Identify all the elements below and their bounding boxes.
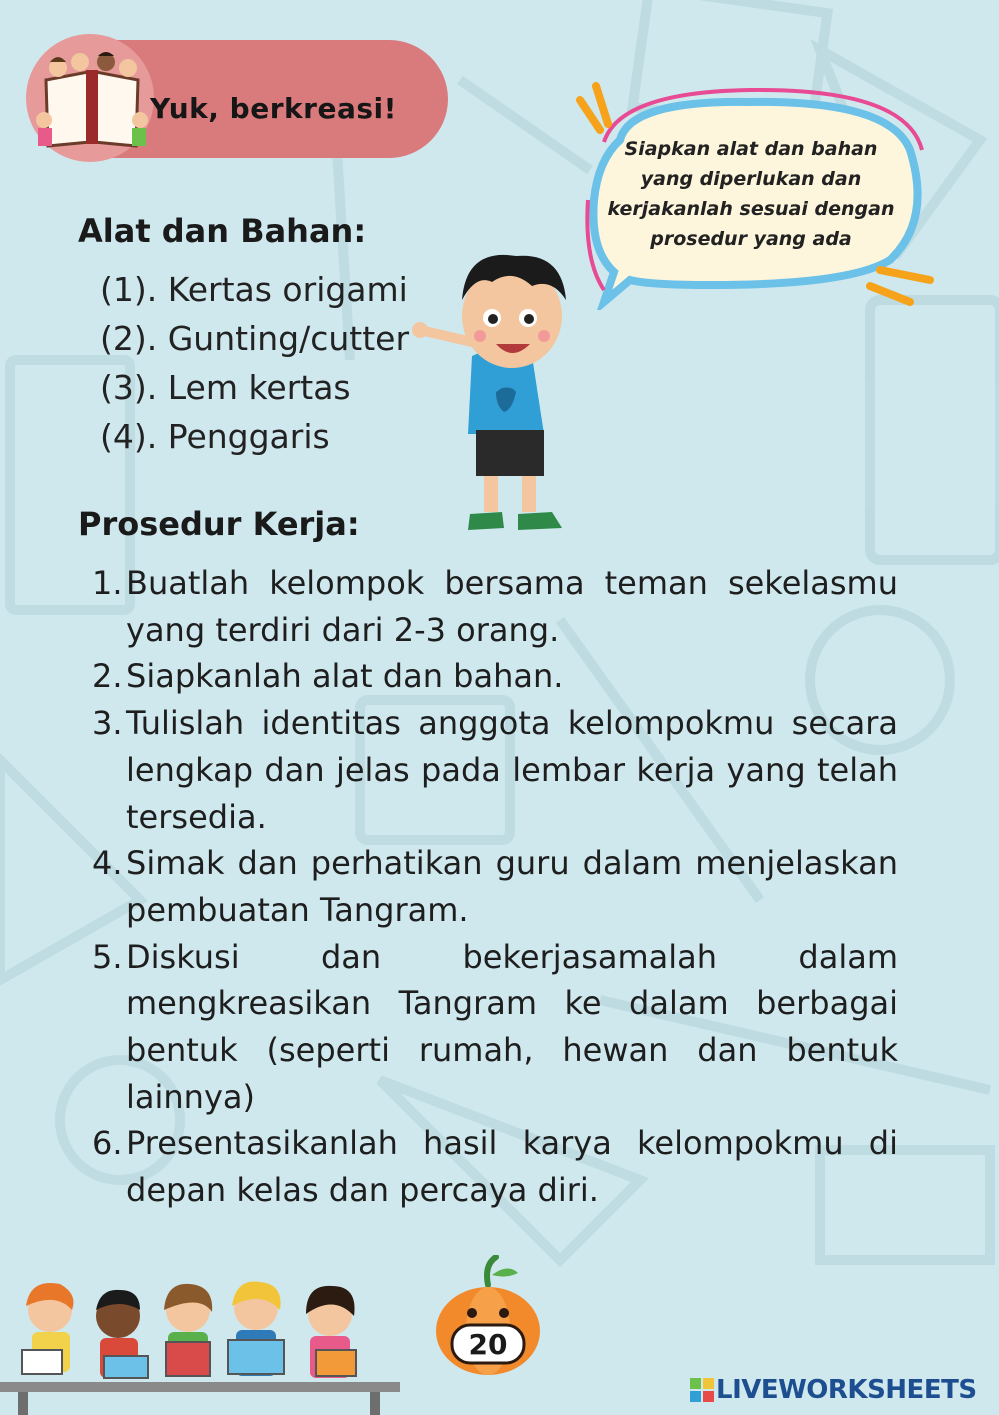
page-number: 20 xyxy=(468,1328,508,1361)
step-text: Simak dan perhatikan guru dalam menjelaskan pembuatan Tangram. xyxy=(126,844,898,929)
kids-reading-book-icon xyxy=(36,50,148,150)
step-number: 6. xyxy=(92,1124,123,1163)
step-text: Siapkanlah alat dan bahan. xyxy=(126,657,564,696)
list-item xyxy=(92,560,898,653)
tools-list xyxy=(100,265,409,461)
tools-item: (3). Lem kertas xyxy=(100,368,351,407)
list-item xyxy=(92,934,898,1121)
list-item xyxy=(92,840,898,933)
tools-heading: Alat dan Bahan: xyxy=(78,212,367,250)
procedure-steps-list xyxy=(92,560,898,1214)
brand-name: LIVEWORKSHEETS xyxy=(716,1375,977,1405)
list-item xyxy=(92,700,898,840)
tools-item: (1). Kertas origami xyxy=(100,270,408,309)
step-number: 2. xyxy=(92,657,123,696)
step-text: Diskusi dan bekerjasamalah dalam mengkreasikan Tangram ke dalam berbagai bentuk (seperti rumah, hewan dan bentuk lainnya) xyxy=(126,937,898,1116)
speech-bubble-text: Siapkan alat dan bahan yang diperlukan dan kerjakanlah sesuai dengan prosedur yang ada xyxy=(607,138,895,250)
step-number: 3. xyxy=(92,704,123,743)
tools-item: (4). Penggaris xyxy=(100,417,330,456)
step-text: Buatlah kelompok bersama teman sekelasmu yang terdiri dari 2-3 orang. xyxy=(126,564,898,649)
list-item xyxy=(92,653,898,700)
liveworksheets-logo xyxy=(690,1375,977,1405)
step-number: 4. xyxy=(92,844,123,883)
step-text: Tulislah identitas anggota kelompokmu secara lengkap dan jelas pada lembar kerja yang telah tersedia. xyxy=(126,704,898,836)
procedure-heading: Prosedur Kerja: xyxy=(78,505,360,543)
boy-illustration xyxy=(412,238,584,538)
tools-item: (2). Gunting/cutter xyxy=(100,319,410,358)
step-text: Presentasikanlah hasil karya kelompokmu di depan kelas dan percaya diri. xyxy=(126,1124,898,1210)
list-item xyxy=(92,1120,898,1213)
page-title: Yuk, berkreasi! xyxy=(150,92,397,125)
kids-reading-bench-illustration xyxy=(0,1270,400,1415)
liveworksheets-logo-icon xyxy=(690,1378,714,1402)
step-number: 1. xyxy=(92,564,123,602)
step-number: 5. xyxy=(92,937,123,976)
